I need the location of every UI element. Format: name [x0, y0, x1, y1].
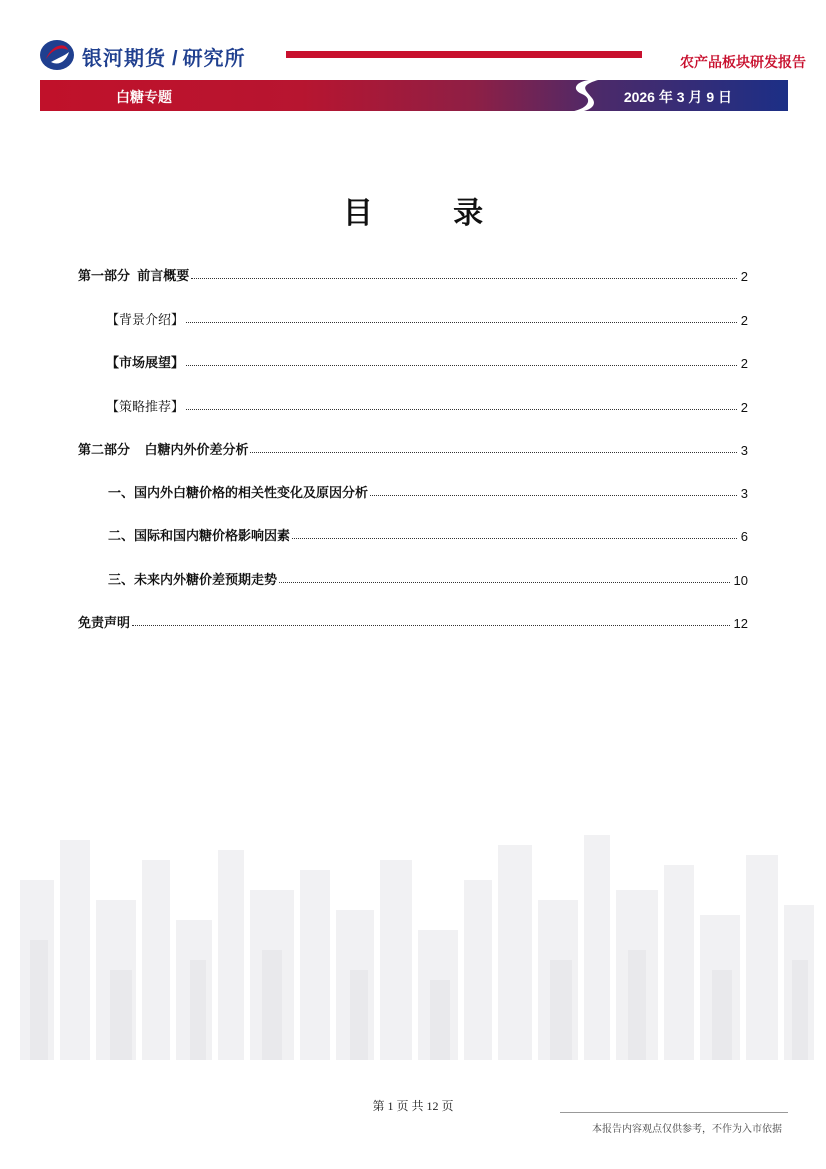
city-skyline-watermark: [0, 820, 826, 1060]
toc-entry-page: 12: [733, 616, 748, 631]
toc-entry-label: 第一部分 前言概要: [78, 268, 190, 283]
toc-leader: [132, 624, 730, 626]
toc-leader: [279, 581, 730, 583]
toc-entry[interactable]: [106, 308, 748, 328]
toc-entry[interactable]: [108, 481, 748, 501]
toc-leader: [186, 364, 737, 366]
report-topic: 白糖专题: [116, 89, 172, 105]
toc-entry-label: 【市场展望】: [106, 355, 185, 370]
toc-entry[interactable]: [106, 351, 748, 371]
toc-leader: [186, 408, 737, 410]
toc-entry-label: 【策略推荐】: [106, 399, 185, 414]
toc-entry-label: 三、未来内外糖价差预期走势: [108, 572, 278, 587]
toc-entry-page: 10: [733, 573, 748, 588]
toc-entry-label: 免责声明: [78, 615, 131, 630]
swoosh-s-icon: [560, 76, 612, 116]
toc-entry-label: 二、国际和国内糖价格影响因素: [108, 528, 291, 543]
toc-entry[interactable]: [78, 611, 748, 631]
toc-entry-label: 【背景介绍】: [106, 312, 185, 327]
topic-banner: [40, 80, 788, 111]
brand-separator: /: [172, 48, 179, 70]
toc-leader: [191, 277, 737, 279]
toc-entry[interactable]: [78, 438, 748, 458]
toc-leader: [292, 537, 737, 539]
toc-entry[interactable]: [108, 568, 748, 588]
page-number: 第 1 页 共 12 页: [372, 1099, 454, 1113]
toc-entry-page: 2: [740, 356, 748, 371]
toc-title: 目 录: [342, 197, 520, 230]
footer-disclaimer: 本报告内容观点仅供参考，不作为入市依据: [592, 1124, 782, 1135]
toc-entry-page: 2: [740, 313, 748, 328]
brand-name: [82, 42, 246, 71]
toc-entry-label: 一、国内外白糖价格的相关性变化及原因分析: [108, 485, 369, 500]
toc-leader: [370, 494, 737, 496]
division-label: 研究所: [182, 48, 246, 70]
toc-entry[interactable]: [106, 395, 748, 415]
toc-leader: [250, 451, 736, 453]
toc-entry-page: 3: [740, 443, 748, 458]
toc-entry[interactable]: [78, 264, 748, 284]
report-date: 2026 年 3 月 9 日: [623, 89, 732, 105]
header-red-rule: [286, 51, 642, 58]
toc-entry-page: 3: [740, 486, 748, 501]
toc-entry-label: 第二部分 白糖内外价差分析: [78, 442, 249, 457]
toc-entry[interactable]: [108, 524, 748, 544]
toc-leader: [186, 321, 737, 323]
report-type: 农产品板块研发报告: [680, 54, 806, 70]
galaxy-logo-icon: [38, 38, 76, 72]
footer-rule: [560, 1112, 788, 1113]
toc-entry-page: 2: [740, 269, 748, 284]
brand-label: 银河期货: [82, 48, 166, 70]
toc-entry-page: 2: [740, 400, 748, 415]
toc-entry-page: 6: [740, 529, 748, 544]
